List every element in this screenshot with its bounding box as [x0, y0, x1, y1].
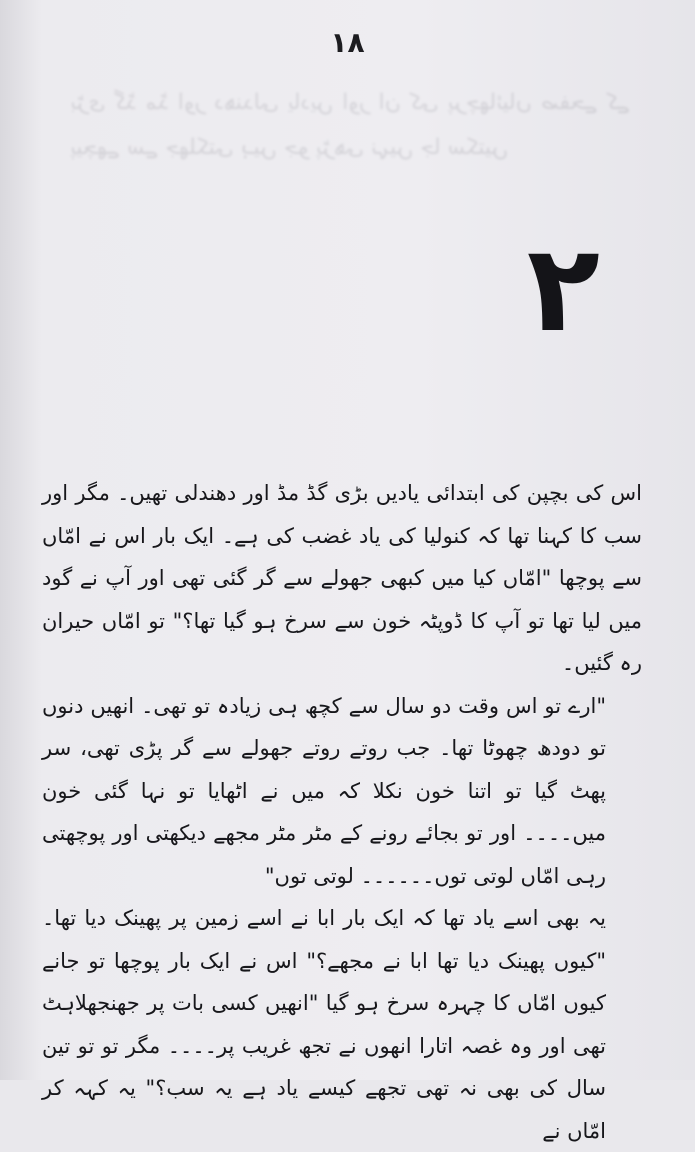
bleed-through-text: بڑی گڈ مڈ اور دھندلی یادیں اور ان کی پرچھائیاں صفحے کے پیچھے سے جھلکتی ہیں جو پڑھی نہیں جا سکتیں: [70, 90, 630, 160]
chapter-number: ۲: [526, 220, 600, 359]
paragraph-1: اس کی بچپن کی ابتدائی یادیں بڑی گڈ مڈ اور دھندلی تھیں۔ مگر اور سب کا کہنا تھا کہ کنولیا کی یاد غضب کی ہے۔ ایک بار اس نے امّاں سے پوچھا "امّاں کیا میں کبھی جھولے سے گر گئی تھی اور آپ نے گود میں لیا تھا تو آپ کا ڈوپٹہ خون سے سرخ ہو گیا تھا؟" تو امّاں حیران رہ گئیں۔: [42, 481, 642, 675]
paragraph-2: "ارے تو اس وقت دو سال سے کچھ ہی زیادہ تو تھی۔ انھیں دنوں تو دودھ چھوٹا تھا۔ جب روتے روتے جھولے سے گر پڑی تھی، سر پھٹ گیا تو اتنا خون نکلا کہ میں نے اٹھایا تو نہا گئی خون میں۔۔۔۔ اور تو بجائے رونے کے مٹر مٹر مجھے دیکھتی اور پوچھتی رہی امّاں لوتی توں۔۔۔۔۔۔ لوتی توں": [42, 693, 606, 888]
body-text: [42, 472, 642, 1152]
paragraph-3: یہ بھی اسے یاد تھا کہ ایک بار ابا نے اسے زمین پر پھینک دیا تھا۔ "کیوں پھینک دیا تھا ابا نے مجھے؟" اس نے ایک بار پوچھا تو جانے کیوں امّاں کا چہرہ سرخ ہو گیا "انھیں کسی بات پر جھنجھلاہٹ تھی اور وہ غصہ اتارا انھوں نے تجھ غریب پر۔۔۔۔ مگر تو تو تین سال کی بھی نہ تھی تجھے کیسے یاد ہے یہ سب؟" یہ کہہ کر امّاں نے: [42, 906, 606, 1143]
page-number: ۱۸: [330, 26, 365, 59]
